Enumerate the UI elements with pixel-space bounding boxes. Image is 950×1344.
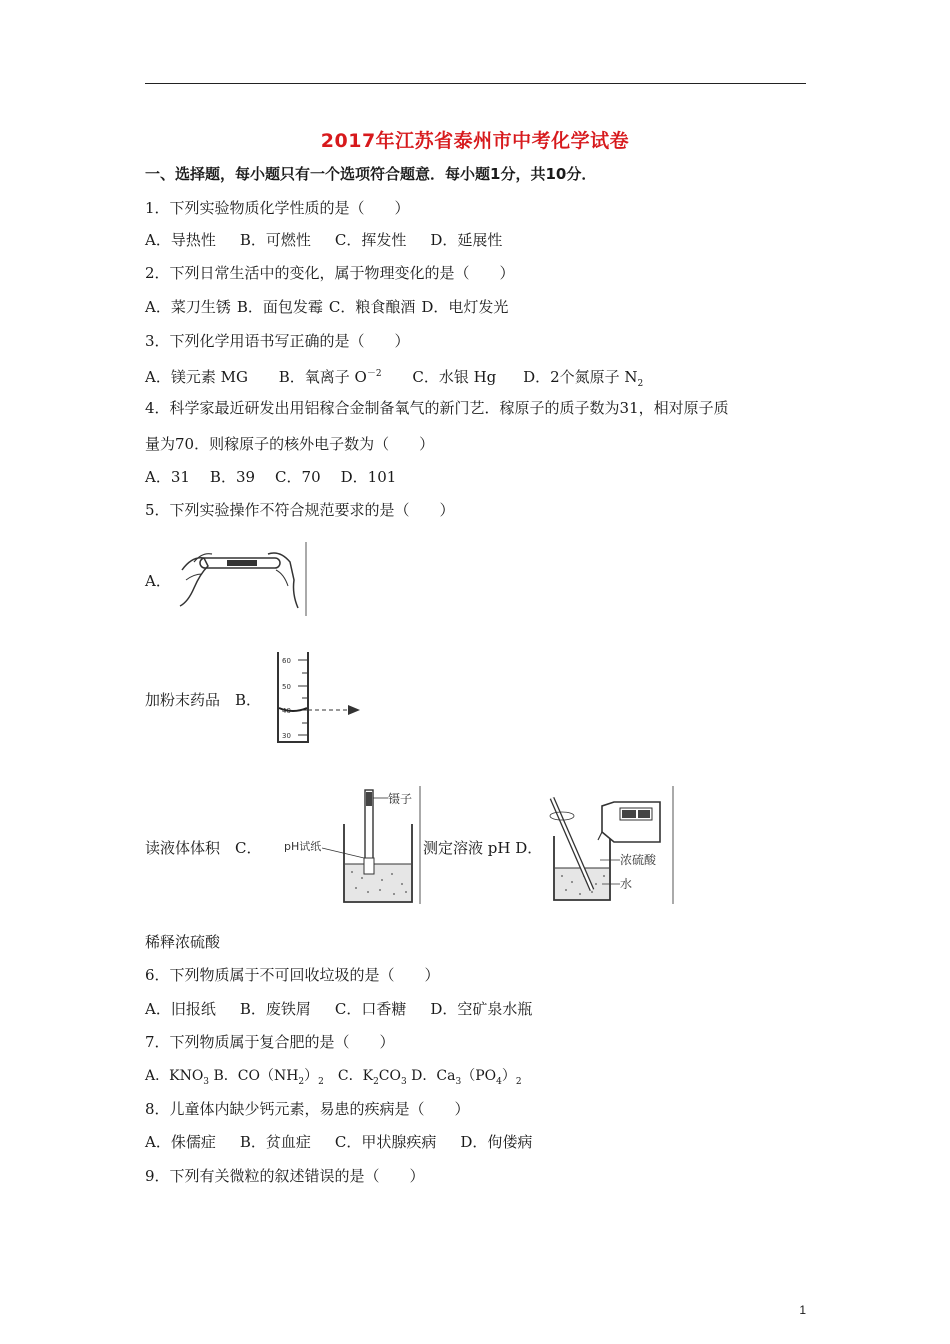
question-3-stem: 3．下列化学用语书写正确的是（ ） — [145, 332, 410, 350]
question-4-stem-line2: 量为70．则稼原子的核外电子数为（ ） — [145, 435, 435, 453]
option-d-caption: 稀释浓硫酸 — [145, 933, 221, 951]
section-heading: 一、选择题，每小题只有一个选项符合题意．每小题1分，共10分． — [145, 165, 597, 183]
option-b: B．废铁屑 — [239, 1000, 311, 1018]
option-c: C．口香糖 — [334, 1000, 407, 1018]
adding-powder-figure — [172, 540, 312, 618]
page-title: 2017年江苏省泰州市中考化学试卷 — [320, 130, 630, 152]
question-9-stem: 9．下列有关微粒的叙述错误的是（ ） — [145, 1167, 425, 1185]
option-a: A．$KNO_3$ — [145, 1068, 210, 1087]
option-a-caption-and-b-label: 加粉末药品 B． — [145, 691, 262, 709]
option-d: D．2个氮原子 $N_2$ — [523, 368, 644, 389]
header-rule — [145, 83, 806, 84]
question-6-stem: 6．下列物质属于不可回收垃圾的是（ ） — [145, 966, 440, 984]
option-c-caption-and-d-label: 测定溶液 pH D． — [423, 839, 543, 857]
option-a: A．31 — [145, 468, 190, 486]
option-b: B．$CO(NH_2)_2$ — [209, 1068, 324, 1087]
option-c: C．挥发性 — [334, 231, 407, 249]
option-c: C．粮食酿酒 — [328, 298, 416, 316]
tick-label-60: 60 — [282, 657, 291, 665]
question-4-options — [145, 467, 420, 487]
conc-acid-label: 浓硫酸 — [620, 853, 657, 867]
water-label: 水 — [620, 877, 633, 891]
option-a-label: A． — [145, 572, 171, 590]
option-b-caption-and-c-label: 读液体体积 C． — [145, 839, 262, 857]
option-c: C．$K_2CO_3$ — [323, 1068, 407, 1087]
page-number: 1 — [799, 1303, 806, 1317]
option-c: C．水银 Hg — [412, 368, 497, 386]
question-8-stem: 8．儿童体内缺少钙元素，易患的疾病是（ ） — [145, 1100, 470, 1118]
tick-label-30: 30 — [282, 732, 291, 740]
option-a: A．侏儒症 — [145, 1133, 216, 1151]
option-a: A．菜刀生锈 — [145, 298, 231, 316]
option-d: D．$Ca_3(PO_4)_2$ — [406, 1068, 522, 1087]
question-6-options — [145, 999, 556, 1019]
option-b: B．氧离子 $O^{-2}$ — [278, 368, 382, 386]
tweezers-label: 镊子 — [388, 792, 413, 806]
graduated-cylinder-figure — [268, 648, 384, 748]
ph-measurement-figure — [282, 784, 422, 906]
option-c: C．70 — [275, 468, 321, 486]
question-2-options — [145, 297, 532, 317]
ph-paper-label: pH试纸 — [284, 840, 322, 853]
question-1-options — [145, 230, 526, 250]
option-a: A．导热性 — [145, 231, 216, 249]
option-d: D．空矿泉水瓶 — [430, 1000, 533, 1018]
question-7-stem: 7．下列物质属于复合肥的是（ ） — [145, 1033, 395, 1051]
option-a: A．旧报纸 — [145, 1000, 216, 1018]
tick-label-50: 50 — [282, 683, 291, 691]
option-d: D．佝偻病 — [460, 1133, 533, 1151]
option-b: B．贫血症 — [239, 1133, 311, 1151]
question-8-options — [145, 1132, 556, 1152]
option-d: D．电灯发光 — [421, 298, 509, 316]
option-b: B．可燃性 — [239, 231, 311, 249]
diluting-acid-figure — [540, 784, 676, 906]
question-4-stem-line1: 4．科学家最近研发出用铝稼合金制备氧气的新门艺．稼原子的质子数为31，相对原子质 — [145, 399, 729, 417]
question-2-stem: 2．下列日常生活中的变化，属于物理变化的是（ ） — [145, 264, 515, 282]
option-c: C．甲状腺疾病 — [334, 1133, 437, 1151]
question-3-options — [145, 364, 643, 394]
question-7-options — [145, 1066, 522, 1092]
option-d: D．延展性 — [430, 231, 503, 249]
question-5-stem: 5．下列实验操作不符合规范要求的是（ ） — [145, 501, 455, 519]
tick-label-40: 40 — [282, 707, 291, 715]
option-b: B．面包发霉 — [236, 298, 323, 316]
option-d: D．101 — [340, 468, 397, 486]
option-b: B．39 — [209, 468, 256, 486]
option-a: A．镁元素 MG — [145, 368, 248, 386]
question-1-stem: 1．下列实验物质化学性质的是（ ） — [145, 199, 410, 217]
